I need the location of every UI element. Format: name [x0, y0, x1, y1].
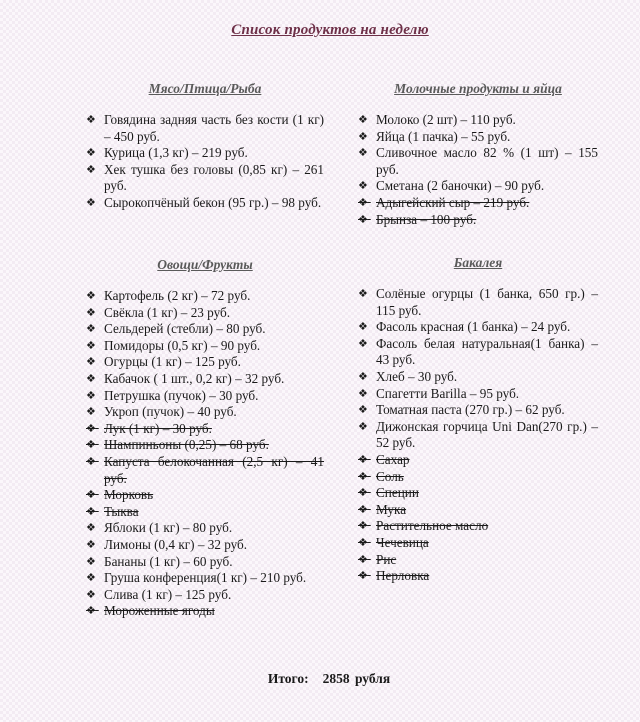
- diamond-bullet-icon: ❖: [358, 370, 368, 383]
- list-item-crossed-out: [358, 212, 598, 229]
- total-amount: 2858: [322, 671, 350, 686]
- list-item-text: Чечевица: [376, 534, 429, 550]
- list-item: [86, 288, 324, 305]
- section-heading-vegfruit: Овощи/Фрукты: [157, 257, 253, 272]
- diamond-bullet-icon: ❖: [358, 470, 368, 483]
- list-item: [86, 371, 324, 388]
- list-item-text: Укроп (пучок) – 40 руб.: [104, 404, 237, 420]
- list-item-text: Специи: [376, 485, 419, 501]
- diamond-bullet-icon: ❖: [86, 372, 96, 385]
- section-heading-meat: Мясо/Птица/Рыба: [148, 81, 262, 96]
- diamond-bullet-icon: ❖: [358, 387, 368, 400]
- list-grocery: [358, 286, 598, 585]
- list-item: [86, 537, 324, 554]
- list-item-crossed-out: [358, 485, 598, 502]
- list-item: [86, 145, 324, 162]
- total-unit: рубля: [354, 671, 391, 686]
- diamond-bullet-icon: ❖: [86, 406, 96, 419]
- list-item-text: Фасоль красная (1 банка) – 24 руб.: [376, 319, 571, 335]
- list-item: [86, 388, 324, 405]
- list-item-crossed-out: [358, 195, 598, 212]
- total-label: Итого:: [267, 671, 309, 686]
- diamond-bullet-icon: ❖: [86, 555, 96, 568]
- list-item-text: Лимоны (0,4 кг) – 32 руб.: [104, 536, 248, 552]
- list-item: [86, 404, 324, 421]
- diamond-bullet-icon: ❖: [358, 337, 368, 350]
- diamond-bullet-icon: ❖: [86, 339, 96, 352]
- list-item-text: Капуста белокочанная (2,5 кг) – 41 руб.: [104, 453, 324, 486]
- section-grocery: [358, 254, 598, 585]
- total-line: [0, 671, 640, 687]
- list-item-text: Помидоры (0,5 кг) – 90 руб.: [104, 337, 261, 353]
- list-item-text: Лук (1 кг) – 30 руб.: [104, 420, 212, 436]
- list-item: [358, 402, 598, 419]
- list-meat: [86, 112, 324, 212]
- diamond-bullet-icon: ❖: [358, 404, 368, 417]
- list-item: [86, 195, 324, 212]
- list-item-text: Свёкла (1 кг) – 23 руб.: [104, 304, 231, 320]
- diamond-bullet-icon: ❖: [86, 422, 96, 435]
- list-item: [86, 162, 324, 195]
- list-item-text: Перловка: [376, 568, 430, 584]
- list-item-text: Бананы (1 кг) – 60 руб.: [104, 553, 233, 569]
- list-item-text: Мороженные ягоды: [104, 603, 215, 619]
- list-item-text: Солёные огурцы (1 банка, 650 гр.) – 115 руб.: [376, 286, 598, 318]
- list-item-text: Картофель (2 кг) – 72 руб.: [104, 288, 251, 303]
- list-item: [358, 112, 598, 129]
- list-item-text: Брынза – 100 руб.: [376, 211, 477, 227]
- diamond-bullet-icon: ❖: [358, 130, 368, 143]
- list-item: [358, 178, 598, 195]
- diamond-bullet-icon: ❖: [86, 605, 96, 618]
- list-item-text: Говядина задняя часть без кости (1 кг) – 450 руб.: [104, 112, 324, 144]
- list-item-text: Слива (1 кг) – 125 руб.: [104, 586, 232, 602]
- list-item-text: Адыгейский сыр – 219 руб.: [376, 194, 530, 210]
- diamond-bullet-icon: ❖: [86, 389, 96, 402]
- diamond-bullet-icon: ❖: [358, 321, 368, 334]
- list-item-crossed-out: [358, 502, 598, 519]
- diamond-bullet-icon: ❖: [358, 503, 368, 516]
- diamond-bullet-icon: ❖: [358, 536, 368, 549]
- diamond-bullet-icon: ❖: [86, 439, 96, 452]
- list-item: [86, 587, 324, 604]
- list-item: [358, 336, 598, 369]
- list-item: [358, 145, 598, 178]
- list-item: [86, 112, 324, 145]
- list-item: [86, 520, 324, 537]
- list-item-text: Молоко (2 шт) – 110 руб.: [376, 112, 516, 127]
- diamond-bullet-icon: ❖: [358, 453, 368, 466]
- list-item: [86, 338, 324, 355]
- list-item-text: Кабачок ( 1 шт., 0,2 кг) – 32 руб.: [104, 370, 285, 386]
- diamond-bullet-icon: ❖: [86, 572, 96, 585]
- diamond-bullet-icon: ❖: [358, 420, 368, 433]
- diamond-bullet-icon: ❖: [86, 538, 96, 551]
- list-item: [358, 419, 598, 452]
- diamond-bullet-icon: ❖: [86, 455, 96, 468]
- list-item: [86, 321, 324, 338]
- list-item: [358, 129, 598, 146]
- diamond-bullet-icon: ❖: [86, 196, 96, 209]
- list-item-crossed-out: [86, 421, 324, 438]
- list-item-crossed-out: [358, 535, 598, 552]
- section-meat: [86, 80, 324, 212]
- list-item: [86, 570, 324, 587]
- list-item-text: Рис: [376, 551, 397, 567]
- list-item-crossed-out: [358, 469, 598, 486]
- list-item-text: Дижонская горчица Uni Dan(270 гр.) – 52 руб.: [376, 418, 598, 451]
- list-item-text: Томатная паста (270 гр.) – 62 руб.: [376, 402, 565, 418]
- diamond-bullet-icon: ❖: [358, 147, 368, 160]
- diamond-bullet-icon: ❖: [86, 505, 96, 518]
- list-item-text: Яблоки (1 кг) – 80 руб.: [104, 520, 233, 536]
- diamond-bullet-icon: ❖: [358, 288, 368, 300]
- list-item-text: Сметана (2 баночки) – 90 руб.: [376, 178, 545, 194]
- list-item-text: Спагетти Barilla – 95 руб.: [376, 385, 520, 401]
- list-item: [86, 354, 324, 371]
- list-item: [358, 386, 598, 403]
- list-item-text: Петрушка (пучок) – 30 руб.: [104, 387, 259, 403]
- list-item: [358, 369, 598, 386]
- diamond-bullet-icon: ❖: [358, 213, 368, 226]
- section-heading-grocery: Бакалея: [453, 255, 503, 270]
- list-item: [358, 286, 598, 319]
- diamond-bullet-icon: ❖: [358, 487, 368, 500]
- list-item-text: Яйца (1 пачка) – 55 руб.: [376, 128, 511, 144]
- section-heading-dairy: Молочные продукты и яйца: [394, 81, 562, 96]
- list-item-text: Сливочное масло 82 % (1 шт) – 155 руб.: [376, 145, 598, 177]
- diamond-bullet-icon: ❖: [86, 290, 96, 302]
- list-item-crossed-out: [86, 437, 324, 454]
- list-item-crossed-out: [86, 487, 324, 504]
- diamond-bullet-icon: ❖: [86, 522, 96, 535]
- diamond-bullet-icon: ❖: [358, 570, 368, 583]
- list-item-text: Курица (1,3 кг) – 219 руб.: [104, 145, 248, 161]
- diamond-bullet-icon: ❖: [86, 114, 96, 126]
- diamond-bullet-icon: ❖: [358, 196, 368, 209]
- diamond-bullet-icon: ❖: [86, 306, 96, 319]
- diamond-bullet-icon: ❖: [86, 147, 96, 160]
- section-dairy: [358, 80, 598, 228]
- list-item-crossed-out: [358, 518, 598, 535]
- diamond-bullet-icon: ❖: [358, 553, 368, 566]
- list-item-text: Хек тушка без головы (0,85 кг) – 261 руб.: [104, 161, 324, 194]
- list-item-text: Растительное масло: [376, 518, 489, 534]
- list-item: [86, 554, 324, 571]
- section-vegfruit: [86, 256, 324, 620]
- list-item-crossed-out: [358, 568, 598, 585]
- diamond-bullet-icon: ❖: [86, 163, 96, 176]
- list-item-text: Шампиньоны (0,25) – 68 руб.: [104, 437, 269, 453]
- list-item-text: Сельдерей (стебли) – 80 руб.: [104, 321, 266, 337]
- diamond-bullet-icon: ❖: [86, 489, 96, 502]
- list-item-text: Морковь: [104, 487, 154, 503]
- list-item-crossed-out: [358, 552, 598, 569]
- list-dairy: [358, 112, 598, 228]
- diamond-bullet-icon: ❖: [358, 114, 368, 126]
- list-vegfruit: [86, 288, 324, 620]
- list-item-crossed-out: [86, 454, 324, 487]
- list-item-crossed-out: [86, 504, 324, 521]
- diamond-bullet-icon: ❖: [358, 520, 368, 533]
- list-item: [358, 319, 598, 336]
- list-item-text: Мука: [376, 501, 407, 517]
- list-item-text: Огурцы (1 кг) – 125 руб.: [104, 354, 241, 370]
- list-item-text: Соль: [376, 468, 404, 484]
- page-title: Список продуктов на неделю: [231, 22, 429, 38]
- list-item-text: Фасоль белая натуральная(1 банка) – 43 руб.: [376, 335, 598, 368]
- list-item-text: Сырокопчёный бекон (95 гр.) – 98 руб.: [104, 194, 322, 210]
- diamond-bullet-icon: ❖: [86, 356, 96, 369]
- diamond-bullet-icon: ❖: [358, 180, 368, 193]
- list-item-crossed-out: [86, 603, 324, 620]
- list-item-text: Сахар: [376, 451, 410, 467]
- diamond-bullet-icon: ❖: [86, 323, 96, 336]
- list-item-text: Груша конференция(1 кг) – 210 руб.: [104, 570, 307, 586]
- list-item-crossed-out: [358, 452, 598, 469]
- list-item: [86, 305, 324, 322]
- list-item-text: Тыква: [104, 503, 139, 519]
- list-item-text: Хлеб – 30 руб.: [376, 368, 458, 384]
- diamond-bullet-icon: ❖: [86, 588, 96, 601]
